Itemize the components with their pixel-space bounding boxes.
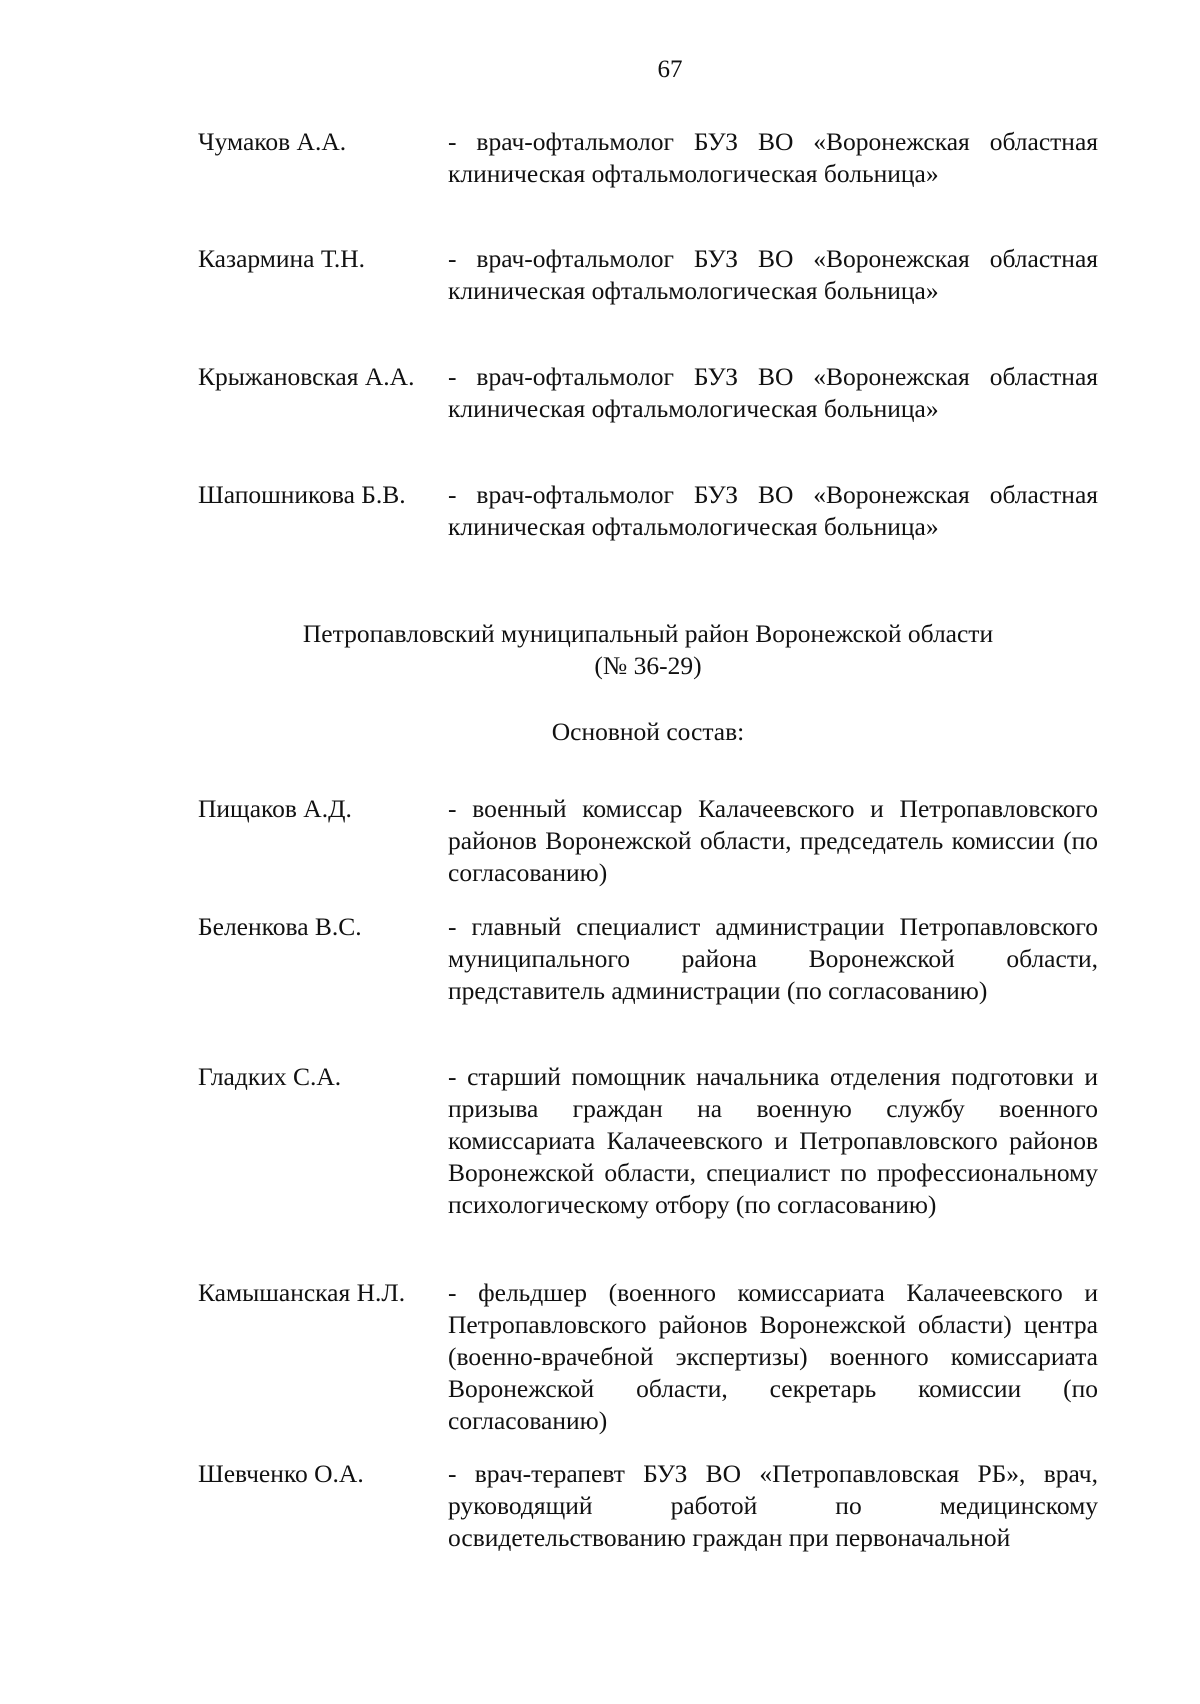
member-name: Беленкова В.С. [198, 912, 362, 941]
section-subtitle: Основной состав: [551, 717, 745, 746]
member-name: Пищаков А.Д. [198, 794, 352, 823]
member-description: - старший помощник начальника отделения подготовки и призыва граждан на военную службу военного комиссариата Калачеевского и Петропавловского районов Воронежской области, специалист по профессиональному психологическому отбору (по согласованию) [448, 1062, 1098, 1219]
member-name: Казармина Т.Н. [198, 244, 366, 273]
member-description: - главный специалист администрации Петропавловского муниципального района Воронежской области, представитель администрации (по согласованию) [448, 912, 1098, 1005]
member-name: Чумаков А.А. [198, 127, 347, 156]
member-name: Камышанская Н.Л. [198, 1278, 406, 1307]
member-description: - врач-офтальмолог БУЗ ВО «Воронежская областная клиническая офтальмологическая больница» [448, 480, 1098, 541]
member-description: - врач-терапевт БУЗ ВО «Петропавловская РБ», врач, руководящий работой по медицинскому освидетельствованию граждан при первоначальной [448, 1459, 1098, 1552]
member-description: - фельдшер (военного комиссариата Калачеевского и Петропавловского районов Воронежской области) центра (военно-врачебной экспертизы) военного комиссариата Воронежской области, секретарь комиссии (по согласованию) [448, 1278, 1098, 1435]
member-name: Гладких С.А. [198, 1062, 342, 1091]
member-name: Крыжановская А.А. [198, 362, 415, 391]
member-description: - врач-офтальмолог БУЗ ВО «Воронежская областная клиническая офтальмологическая больница» [448, 244, 1098, 305]
member-description: - врач-офтальмолог БУЗ ВО «Воронежская областная клиническая офтальмологическая больница» [448, 362, 1098, 423]
section-number: (№ 36-29) [594, 651, 702, 680]
page-number: 67 [657, 56, 683, 83]
member-name: Шапошникова Б.В. [198, 480, 406, 509]
member-description: - военный комиссар Калачеевского и Петропавловского районов Воронежской области, председатель комиссии (по согласованию) [448, 794, 1098, 887]
section-title: Петропавловский муниципальный район Воронежской области [302, 619, 994, 648]
member-name: Шевченко О.А. [198, 1459, 364, 1488]
member-description: - врач-офтальмолог БУЗ ВО «Воронежская областная клиническая офтальмологическая больница» [448, 127, 1098, 188]
